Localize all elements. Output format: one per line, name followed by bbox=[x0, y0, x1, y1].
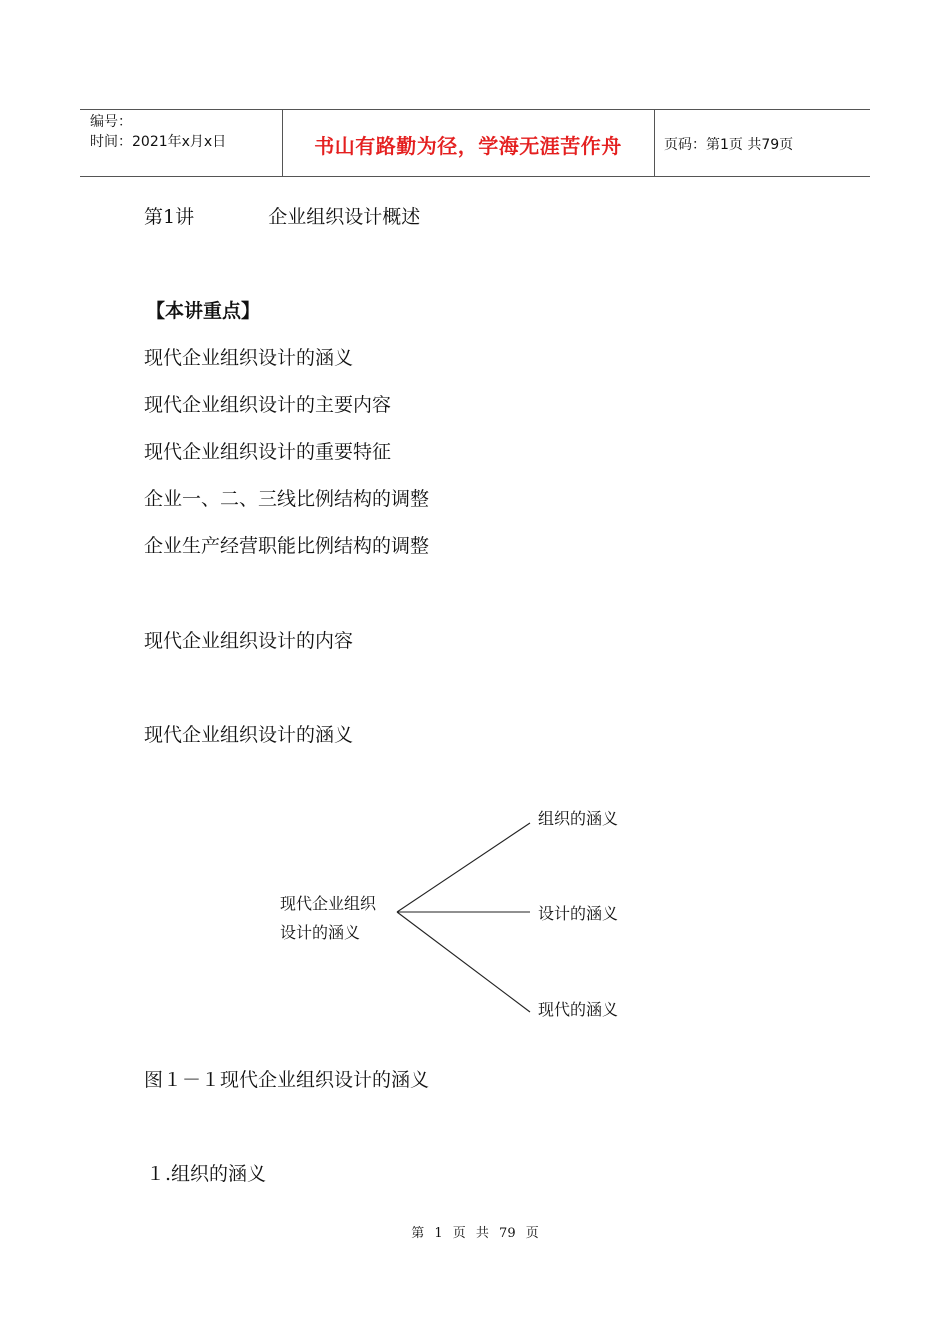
doc-number-label: 编号： bbox=[90, 114, 132, 130]
diagram-root-line1: 现代企业组织 bbox=[280, 894, 377, 913]
diagram-branch-label: 设计的涵义 bbox=[538, 904, 619, 923]
section-heading-meaning: 现代企业组织设计的涵义 bbox=[144, 724, 354, 746]
diagram-branch-label: 现代的涵义 bbox=[538, 1000, 619, 1019]
figure-caption: 图１－１现代企业组织设计的涵义 bbox=[144, 1069, 430, 1091]
header-motto: 书山有路勤为径，学海无涯苦作舟 bbox=[314, 134, 622, 158]
lecture-number: 第1讲 bbox=[144, 206, 195, 228]
diagram-root-line2: 设计的涵义 bbox=[280, 923, 361, 942]
key-point-item: 现代企业组织设计的涵义 bbox=[144, 347, 354, 369]
key-point-item: 企业一、二、三线比例结构的调整 bbox=[144, 488, 430, 510]
key-points-heading: 【本讲重点】 bbox=[146, 300, 261, 322]
header-page-count: 页码：第1页 共79页 bbox=[664, 137, 794, 153]
page-footer: 第 1 页 共 79 页 bbox=[411, 1226, 539, 1241]
key-point-item: 现代企业组织设计的主要内容 bbox=[144, 394, 392, 416]
diagram-branch-label: 组织的涵义 bbox=[538, 809, 619, 828]
branch-line-bottom bbox=[397, 912, 530, 1012]
key-point-item: 企业生产经营职能比例结构的调整 bbox=[144, 535, 430, 557]
subsection-heading: １.组织的涵义 bbox=[146, 1163, 267, 1185]
key-point-item: 现代企业组织设计的重要特征 bbox=[144, 441, 392, 463]
doc-time-label: 时间：2021年x月x日 bbox=[90, 134, 227, 150]
lecture-title: 企业组织设计概述 bbox=[268, 206, 421, 228]
section-heading-content: 现代企业组织设计的内容 bbox=[144, 630, 354, 652]
branch-line-top bbox=[397, 823, 530, 912]
